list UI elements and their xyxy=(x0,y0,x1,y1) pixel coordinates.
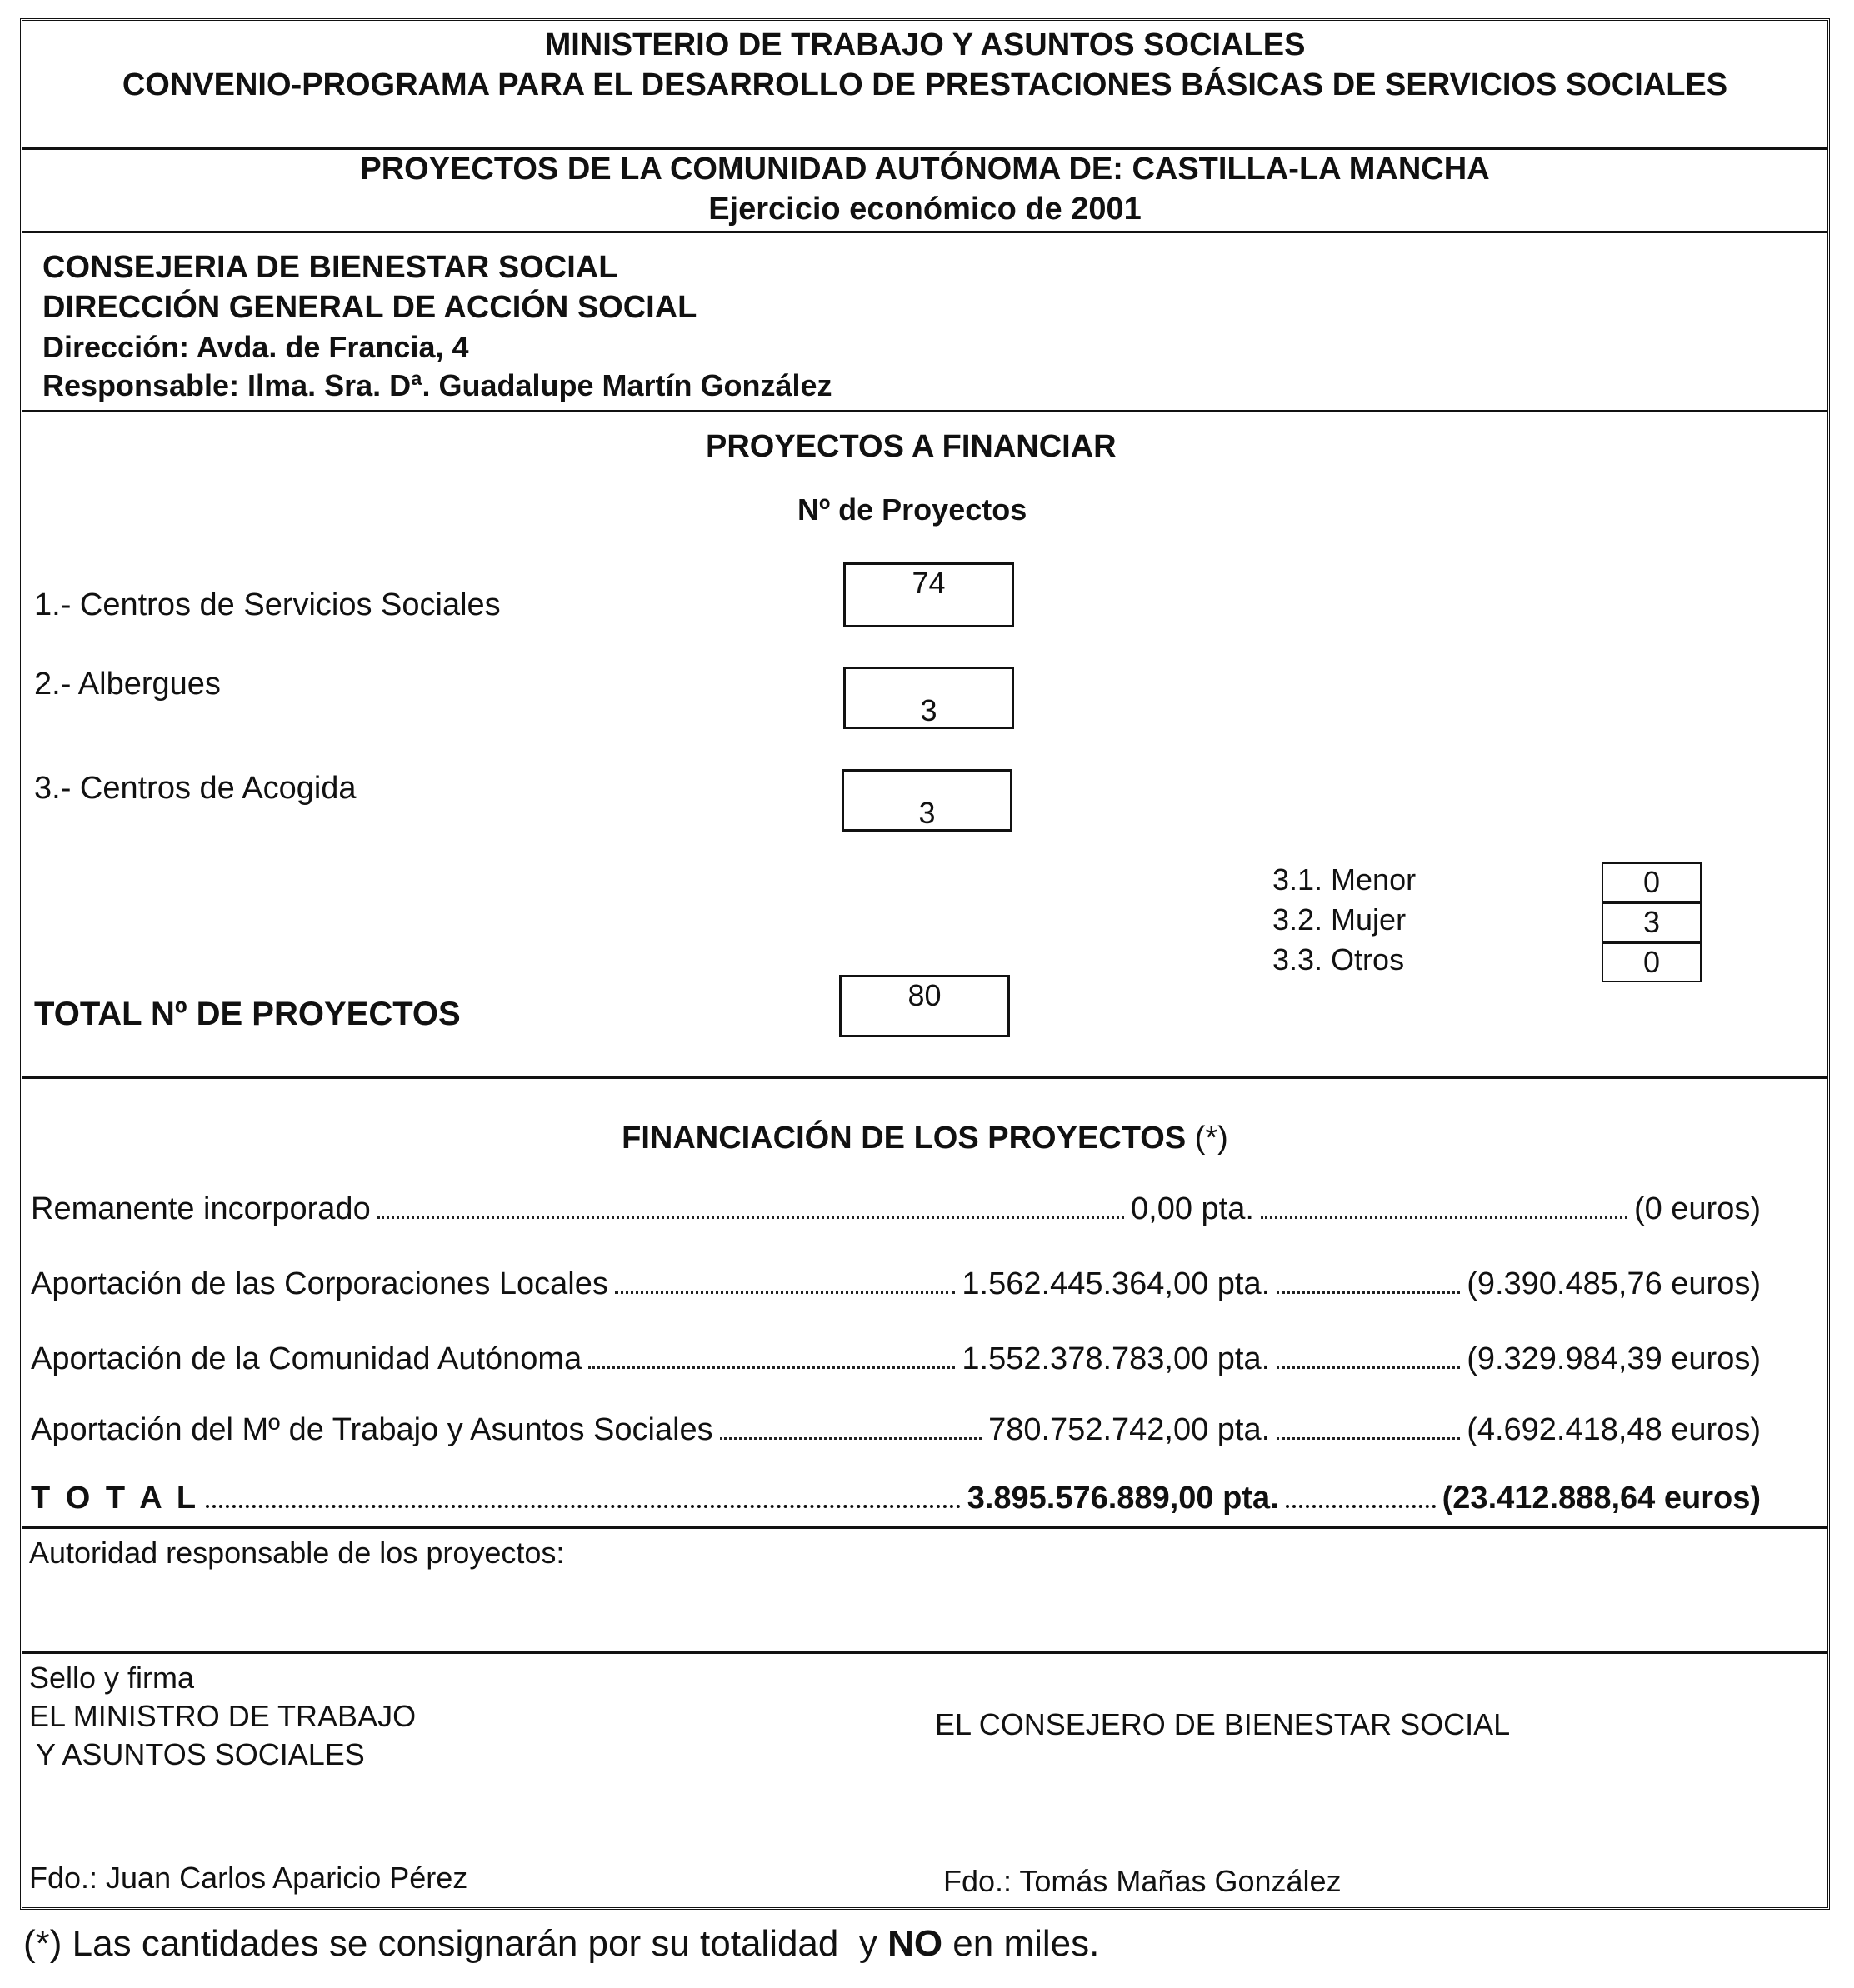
total-projects-value: 80 xyxy=(839,975,1010,1037)
fiscal-year: Ejercicio económico de 2001 xyxy=(708,192,1142,227)
authority-section xyxy=(22,1529,1827,1654)
financing-row-ministerio: Aportación del Mº de Trabajo y Asuntos Sociales 780.752.742,00 pta. (4.692.418,48 euros) xyxy=(31,1412,1761,1447)
footnote-prefix: (*) Las cantidades se consignarán por su totalidad y xyxy=(23,1923,888,1964)
seal-label: Sello y firma xyxy=(29,1661,195,1695)
consejeria-name: CONSEJERIA DE BIENESTAR SOCIAL xyxy=(42,250,618,285)
sub-item-label-mujer: 3.2. Mujer xyxy=(1272,902,1407,937)
minister-title-line1: EL MINISTRO DE TRABAJO xyxy=(29,1699,417,1733)
financing-title-text: FINANCIACIÓN DE LOS PROYECTOS xyxy=(622,1121,1187,1156)
sub-item-value-menor: 0 xyxy=(1602,862,1702,902)
footnote xyxy=(23,1923,1099,1965)
item-label-centros-servicios: 1.- Centros de Servicios Sociales xyxy=(34,587,501,622)
financing-row-corporaciones: Aportación de las Corporaciones Locales 1.562.445.364,00 pta. (9.390.485,76 euros) xyxy=(31,1266,1761,1301)
header-section xyxy=(22,21,1827,150)
footnote-bold: NO xyxy=(887,1923,943,1964)
community-section xyxy=(22,150,1827,233)
sub-item-label-otros: 3.3. Otros xyxy=(1272,942,1405,977)
authority-label: Autoridad responsable de los proyectos: xyxy=(29,1536,565,1570)
footnote-suffix: en miles. xyxy=(942,1923,1100,1964)
sub-item-value-mujer: 3 xyxy=(1602,902,1702,942)
item-label-centros-acogida: 3.- Centros de Acogida xyxy=(34,771,357,806)
financing-section xyxy=(22,1079,1827,1529)
projects-section xyxy=(22,412,1827,1079)
signed-right: Fdo.: Tomás Mañas González xyxy=(943,1864,1342,1898)
financing-row-total: T O T A L 3.895.576.889,00 pta. (23.412.888,64 euros) xyxy=(31,1481,1761,1516)
address: Dirección: Avda. de Francia, 4 xyxy=(42,330,469,364)
sub-item-label-menor: 3.1. Menor xyxy=(1272,862,1417,897)
minister-title-line2: Y ASUNTOS SOCIALES xyxy=(36,1737,365,1771)
financing-row-comunidad: Aportación de la Comunidad Autónoma 1.552.378.783,00 pta. (9.329.984,39 euros) xyxy=(31,1341,1761,1376)
community-title: PROYECTOS DE LA COMUNIDAD AUTÓNOMA DE: CASTILLA-LA MANCHA xyxy=(360,152,1490,187)
item-value-centros-acogida: 3 xyxy=(842,769,1012,832)
projects-title: PROYECTOS A FINANCIAR xyxy=(706,429,1117,464)
form-frame xyxy=(20,18,1830,1910)
financing-row-remanente: Remanente incorporado 0,00 pta. (0 euros) xyxy=(31,1191,1761,1226)
total-projects-label: TOTAL Nº DE PROYECTOS xyxy=(34,996,461,1032)
item-value-centros-servicios: 74 xyxy=(843,562,1014,627)
item-value-albergues: 3 xyxy=(843,667,1014,729)
sub-item-value-otros: 0 xyxy=(1602,942,1702,982)
signed-left: Fdo.: Juan Carlos Aparicio Pérez xyxy=(29,1861,468,1895)
projects-count-header: Nº de Proyectos xyxy=(797,492,1027,527)
signature-section xyxy=(22,1654,1827,1907)
direccion-general: DIRECCIÓN GENERAL DE ACCIÓN SOCIAL xyxy=(42,290,697,325)
financing-title-mark: (*) xyxy=(1194,1121,1228,1156)
financing-title xyxy=(22,1121,1827,1156)
program-title: CONVENIO-PROGRAMA PARA EL DESARROLLO DE PRESTACIONES BÁSICAS DE SERVICIOS SOCIALES xyxy=(122,67,1728,102)
consejero-title: EL CONSEJERO DE BIENESTAR SOCIAL xyxy=(935,1707,1511,1741)
item-label-albergues: 2.- Albergues xyxy=(34,667,221,702)
entity-section xyxy=(22,233,1827,412)
responsible-person: Responsable: Ilma. Sra. Dª. Guadalupe Martín González xyxy=(42,368,832,402)
ministry-title: MINISTERIO DE TRABAJO Y ASUNTOS SOCIALES xyxy=(544,27,1306,62)
